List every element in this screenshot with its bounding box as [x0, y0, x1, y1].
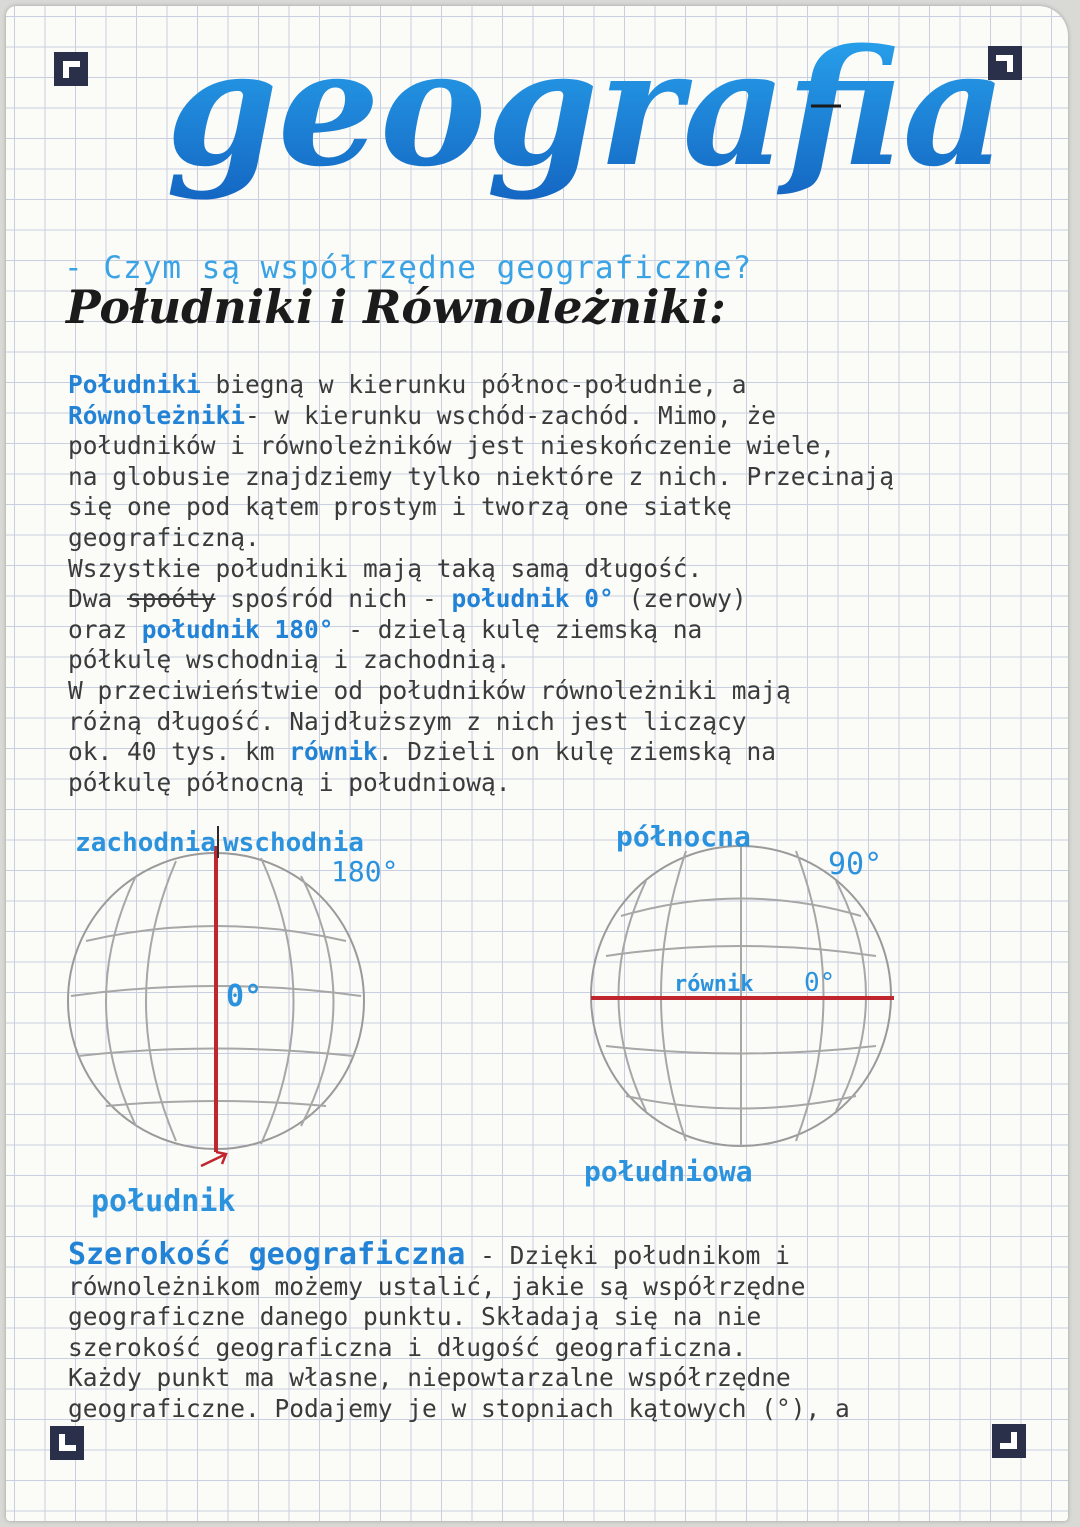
keyword: Szerokość geograficzna [68, 1237, 466, 1272]
keyword: południk 180° [141, 614, 334, 644]
text-line [68, 676, 1018, 707]
label-meridian-bottom: południk [91, 1184, 236, 1219]
globe-diagram-parallels [566, 806, 926, 1206]
section-heading: Południki i Równoleżniki: [66, 280, 726, 334]
label-north: północna [616, 820, 751, 853]
label-0-meridian: 0° [226, 979, 263, 1014]
text-line [68, 707, 1018, 738]
text-run: południków i równoleżników jest nieskończenie wiele, [68, 431, 836, 461]
text-run: - Dzięki południkom i [465, 1241, 790, 1270]
struck-text: spoóty [127, 584, 216, 614]
text-run: . Dzieli on kulę ziemską na [377, 737, 777, 767]
text-line [68, 370, 1018, 401]
text-line [68, 768, 1018, 799]
text-run: - dzielą kulę ziemską na [333, 614, 703, 644]
text-run: półkulę wschodnią i zachodnią. [68, 645, 511, 675]
keyword: równik [289, 737, 378, 767]
text-run: Wszystkie południki mają taką samą długość. [68, 553, 703, 583]
label-90: 90° [828, 847, 883, 882]
label-west: zachodnia [75, 828, 216, 858]
text-line [68, 554, 1018, 585]
text-run: oraz [68, 614, 142, 644]
text-run: na globusie znajdziemy tylko niektóre z nich. Przecinają [68, 461, 895, 491]
label-south: południowa [584, 1155, 753, 1188]
text-run: (zerowy) [613, 584, 747, 614]
text-run: szerokość geograficzna i długość geograficzna. [68, 1332, 747, 1362]
corner-marker-bottom-left-icon [50, 1426, 84, 1460]
text-run: półkulę północną i południową. [68, 767, 511, 797]
text-line [68, 1272, 1018, 1303]
text-line [68, 431, 1018, 462]
text-run: Każdy punkt ma własne, niepowtarzalne współrzędne [68, 1363, 791, 1393]
keyword: Południki [68, 370, 201, 399]
label-equator: równik [674, 972, 754, 997]
text-line [68, 492, 1018, 523]
question-line: - Czym są współrzędne geograficzne? [64, 250, 753, 286]
text-run: ok. 40 tys. km [68, 737, 290, 767]
text-line [68, 401, 1018, 432]
paragraph-latitude [68, 1237, 1018, 1425]
label-0-equator: 0° [804, 968, 836, 998]
keyword: Równoleżniki [68, 400, 246, 430]
keyword: południk 0° [451, 584, 614, 614]
text-line [68, 1394, 1018, 1425]
text-line [68, 584, 1018, 615]
arrow-icon [201, 1152, 226, 1166]
label-east: wschodnia [223, 828, 364, 858]
text-line [68, 1363, 1018, 1394]
text-line [68, 1302, 1018, 1333]
text-line [68, 523, 1018, 554]
label-180: 180° [331, 855, 399, 888]
text-run: równoleżnikom możemy ustalić, jakie są współrzędne [68, 1271, 806, 1301]
globe-diagram-meridians [26, 816, 446, 1236]
page-title [156, 14, 1007, 244]
corner-marker-top-left-icon [54, 52, 88, 86]
paragraph-meridians [68, 370, 1018, 798]
text-run: - w kierunku wschód-zachód. Mimo, że [245, 400, 777, 430]
text-line [68, 1237, 1018, 1272]
text-run: Dwa [68, 584, 128, 614]
text-line [68, 737, 1018, 768]
notebook-page [6, 6, 1068, 1521]
title-text: geografia [166, 14, 1007, 202]
text-run: geograficzną. [68, 522, 260, 552]
text-line [68, 615, 1018, 646]
text-line [68, 462, 1018, 493]
text-run: geograficzne danego punktu. Składają się na nie [68, 1302, 762, 1332]
text-run: się one pod kątem prostym i tworzą one siatkę [68, 492, 732, 522]
text-run: W przeciwieństwie od południków równoleżniki mają [68, 675, 791, 705]
corner-marker-bottom-right-icon [992, 1424, 1026, 1458]
text-line [68, 1333, 1018, 1364]
text-run: spośród nich - [215, 584, 452, 614]
text-run: różną długość. Najdłuższym z nich jest liczący [68, 706, 747, 736]
text-run: biegną w kierunku północ-południe, a [200, 370, 747, 399]
text-line [68, 645, 1018, 676]
text-run: geograficzne. Podajemy je w stopniach kątowych (°), a [68, 1393, 850, 1423]
